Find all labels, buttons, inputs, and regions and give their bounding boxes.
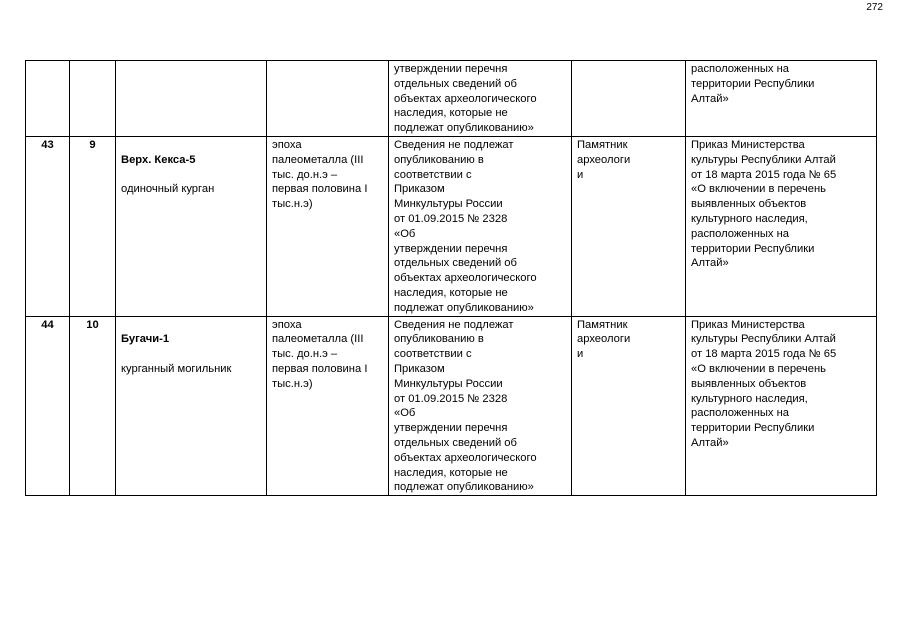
- cell-object-name: [116, 316, 267, 496]
- cell-sub-empty: [70, 61, 116, 137]
- cell-info: Сведения не подлежат опубликованию в соответствии с Приказом Минкультуры России от 01.09.2015 № 2328 «Об утверждении перечня отдельных сведений об объектах археологического наследия, которые не подлежат опубликованию»: [389, 136, 572, 316]
- cell-sub-number: 10: [70, 316, 116, 496]
- cell-sub-number: 9: [70, 136, 116, 316]
- cell-dating: эпоха палеометалла (III тыс. до.н.э – первая половина I тыс.н.э): [267, 316, 389, 496]
- object-name: Бугачи-1: [121, 333, 170, 346]
- cell-category-empty: [572, 61, 686, 137]
- page-number: 272: [866, 2, 883, 13]
- object-type: одиночный курган: [121, 183, 215, 196]
- cell-category: Памятник археологи и: [572, 136, 686, 316]
- heritage-registry-table: [25, 60, 877, 496]
- table-row-continuation: [26, 61, 877, 137]
- table-row: [26, 136, 877, 316]
- cell-category: Памятник археологи и: [572, 316, 686, 496]
- cell-object-name: [116, 136, 267, 316]
- cell-dating: эпоха палеометалла (III тыс. до.н.э – первая половина I тыс.н.э): [267, 136, 389, 316]
- object-name: Верх. Кекса-5: [121, 153, 196, 166]
- cell-dating-empty: [267, 61, 389, 137]
- cell-info: утверждении перечня отдельных сведений об объектах археологического наследия, которые не подлежат опубликованию»: [389, 61, 572, 137]
- cell-doc: расположенных на территории Республики Алтай»: [686, 61, 877, 137]
- cell-doc: Приказ Министерства культуры Республики Алтай от 18 марта 2015 года № 65 «О включении в перечень выявленных объектов культурного наследия, расположенных на территории Республики Алтай»: [686, 316, 877, 496]
- cell-doc: Приказ Министерства культуры Республики Алтай от 18 марта 2015 года № 65 «О включении в перечень выявленных объектов культурного наследия, расположенных на территории Республики Алтай»: [686, 136, 877, 316]
- cell-number: 44: [26, 316, 70, 496]
- cell-number: 43: [26, 136, 70, 316]
- object-type: курганный могильник: [121, 362, 232, 375]
- cell-name-empty: [116, 61, 267, 137]
- table-row: [26, 316, 877, 496]
- cell-info: Сведения не подлежат опубликованию в соответствии с Приказом Минкультуры России от 01.09.2015 № 2328 «Об утверждении перечня отдельных сведений об объектах археологического наследия, которые не подлежат опубликованию»: [389, 316, 572, 496]
- cell-num-empty: [26, 61, 70, 137]
